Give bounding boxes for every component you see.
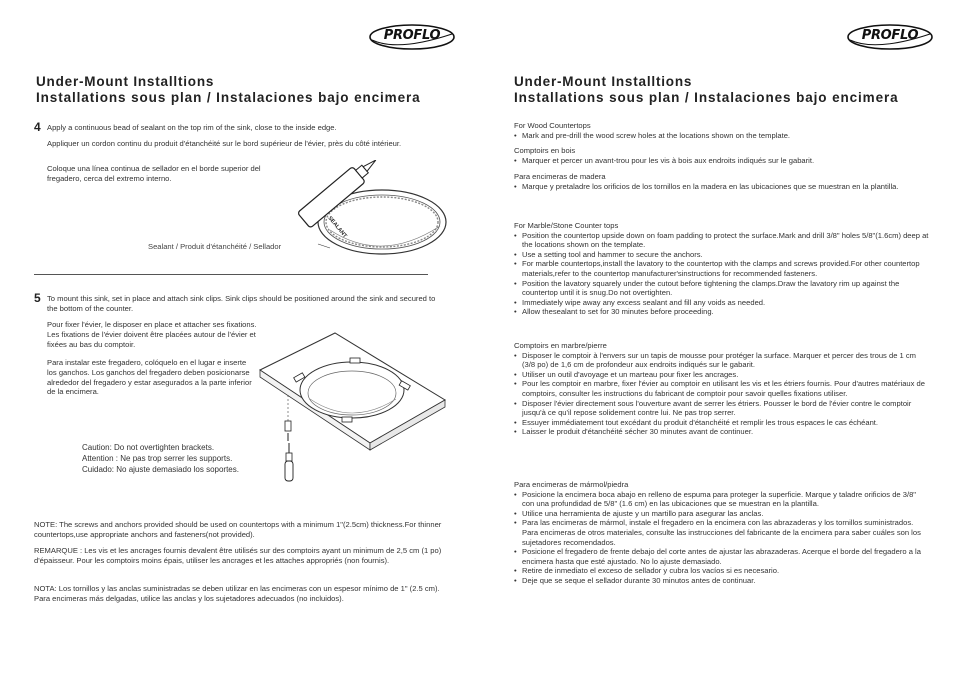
list-item: • Posicione la encimera boca abajo en relleno de espuma para proteger la superficie. Marque y taladre orificios de 3/8" con una profundidad de 5/8" (1.6 cm) en las ubicaciones que se muestran en la plantilla. (514, 490, 930, 509)
page-subtitle: Installations sous plan / Instalaciones bajo encimera (514, 90, 899, 105)
list-item: • Laisser le produit d'étanchéité sécher 30 minutes avant de continuer. (514, 427, 930, 437)
list-item: • Posicione el fregadero de frente debajo del corte antes de ajustar las abrazaderas. Acerque el borde del fregadero a la encimera hasta que esté ajustado. No lo ajuste demasiado. (514, 547, 930, 566)
page-subtitle: Installations sous plan / Instalaciones bajo encimera (36, 90, 421, 105)
sealant-application-illustration (290, 160, 450, 270)
right-page (480, 0, 960, 675)
sealant-caption: Sealant / Produit d'étanchéité / Sellador (148, 242, 282, 251)
list-item: • Position the countertop upside down on foam padding to protect the surface.Mark and drill 3/8" holes 5/8"(1.6cm) deep at the locations shown on the template. (514, 231, 930, 250)
wood-section-es (514, 172, 930, 191)
caution-es: Cuidado: No ajuste demasiado los soportes. (82, 464, 239, 474)
list-item: • Marque y pretaladre los orificios de los tornillos en la madera en las ubicaciones que se muestran en la plantilla. (514, 182, 930, 192)
caution-en: Caution: Do not overtighten brackets. (82, 443, 215, 452)
list-item: • Position the lavatory squarely under the cutout before tightening the clamps.Draw the lavatory rim up against the countertop until it is snug.Do not overtighten. (514, 279, 930, 298)
list-item: • Utilice una herramienta de ajuste y un martillo para asegurar las anclas. (514, 509, 930, 519)
page-title: Under-Mount Installtions (514, 74, 693, 89)
section-divider (34, 274, 428, 275)
proflo-logo (368, 22, 456, 52)
section-heading: For Wood Countertops (514, 121, 591, 130)
list-item: • Essuyer immédiatement tout excédant du produit d'étanchéité et remplir les trous espaces le cas échéant. (514, 418, 930, 428)
list-item: • Immediately wipe away any excess sealant and fill any voids as needed. (514, 298, 930, 308)
step-4-text-en: Apply a continuous bead of sealant on the top rim of the sink, close to the inside edge. (47, 123, 337, 132)
stone-section-en (514, 221, 930, 317)
step-5-text-es: Para instalar este fregadero, colóquelo en el lugar e inserte los ganchos. Los ganchos del fregadero deben posicionarse alrededor del fregadero y estar asegurados a la parte inferior de la encimera. (47, 358, 252, 397)
proflo-logo (846, 22, 934, 52)
note-es: NOTA: Los tornillos y las anclas suministradas se deben utilizar en las encimeras con un espesor mínimo de 1" (2.5 cm). Para encimeras más delgadas, utilice las anclas y los sujetadores adecuados (no incluidos). (34, 584, 440, 603)
section-heading: Comptoirs en bois (514, 146, 576, 155)
step-5-text-en: To mount this sink, set in place and attach sink clips. Sink clips should be positioned around the sink and secured to the bottom of the counter. (47, 294, 436, 313)
section-heading: Comptoirs en marbre/pierre (514, 341, 607, 350)
list-item: • For marble countertops,install the lavatory to the countertop with the clamps and screws provided.For other countertop materials,refer to the countertop manufacturer'sinstructions for recommended fasteners. (514, 259, 930, 278)
step-4-number: 4 (34, 120, 41, 134)
logo-text: PROFLO (861, 28, 919, 43)
logo-text: PROFLO (383, 28, 441, 43)
note-fr: REMARQUE : Les vis et les ancrages fournis devalent être utilisés sur des comptoirs ayant un minimum de 2,5 cm (1 po) d'épaisseur. Pour les comptoirs moins épais, utiliser les ancrages et les attaches appropriés (non fournis). (34, 546, 442, 565)
section-heading: Para encimeras de mármol/piedra (514, 480, 629, 489)
section-heading: For Marble/Stone Counter tops (514, 221, 619, 230)
wood-section-en (514, 121, 930, 140)
section-heading: Para encimeras de madera (514, 172, 606, 181)
note-en: NOTE: The screws and anchors provided should be used on countertops with a minimum 1"(2.5cm) thickness.For thinner countertops,use appropriate anchors and fasteners(not provided). (34, 520, 442, 539)
step-4-text-fr: Appliquer un cordon continu du produit d'étanchéité sur le bord supérieur de l'évier, près du côté intérieur. (47, 139, 402, 148)
list-item: • Allow thesealant to set for 30 minutes before proceeding. (514, 307, 930, 317)
wood-section-fr (514, 146, 930, 165)
list-item: • Mark and pre-drill the wood screw holes at the locations shown on the template. (514, 131, 930, 141)
step-4-text-es: Coloque una línea continua de sellador en el borde superior del fregadero, cerca del extremo interno. (47, 164, 261, 183)
step-5-text-fr: Pour fixer l'évier, le disposer en place et attacher ses fixations. Les fixations de l'évier doivent être placées autour de l'évier et fixées au bas du comptoir. (47, 320, 257, 349)
step-5-number: 5 (34, 291, 41, 305)
list-item: • Para las encimeras de mármol, instale el fregadero en la encimera con las abrazaderas y los tornillos suministrados. Para encimeras de otros materiales, consulte las instrucciones del fabricante de la encimera para saber cuáles son los sujetadores recomendados. (514, 518, 930, 547)
caution-fr: Attention : Ne pas trop serrer les supports. (82, 453, 233, 463)
list-item: • Use a setting tool and hammer to secure the anchors. (514, 250, 930, 260)
page-title: Under-Mount Installtions (36, 74, 215, 89)
list-item: • Disposer l'évier directement sous l'ouverture avant de serrer les étriers. Pousser le bord de l'évier contre le comptoir jusqu'à ce qu'il repose solidement contre lui. Ne pas trop serrer. (514, 399, 930, 418)
caution-notes (82, 443, 282, 475)
list-item: • Pour les comptoir en marbre, fixer l'évier au comptoir en utilisant les vis et les étriers fournis. Pour d'autres matériaux de comptoirs, consulter les instructions du fabricant de comptoir pour savoir quelles fixations utiliser. (514, 379, 930, 398)
stone-section-es (514, 480, 930, 586)
stone-section-fr (514, 341, 930, 437)
sealant-tube-label: SEALANT (326, 215, 348, 240)
list-item: • Utiliser un outil d'avoyage et un marteau pour fixer les ancrages. (514, 370, 930, 380)
list-item: • Deje que se seque el sellador durante 30 minutos antes de continuar. (514, 576, 930, 586)
list-item: • Disposer le comptoir à l'envers sur un tapis de mousse pour protéger la surface. Marquer et percer des trous de 1 cm (3/8 po) de 1,6 cm de profondeur aux endroits indiqués sur le gabarit. (514, 351, 930, 370)
list-item: • Retire de inmediato el exceso de sellador y cubra los vacíos si es necesario. (514, 566, 930, 576)
list-item: • Marquer et percer un avant-trou pour les vis à bois aux endroits indiqués sur le gabarit. (514, 156, 930, 166)
